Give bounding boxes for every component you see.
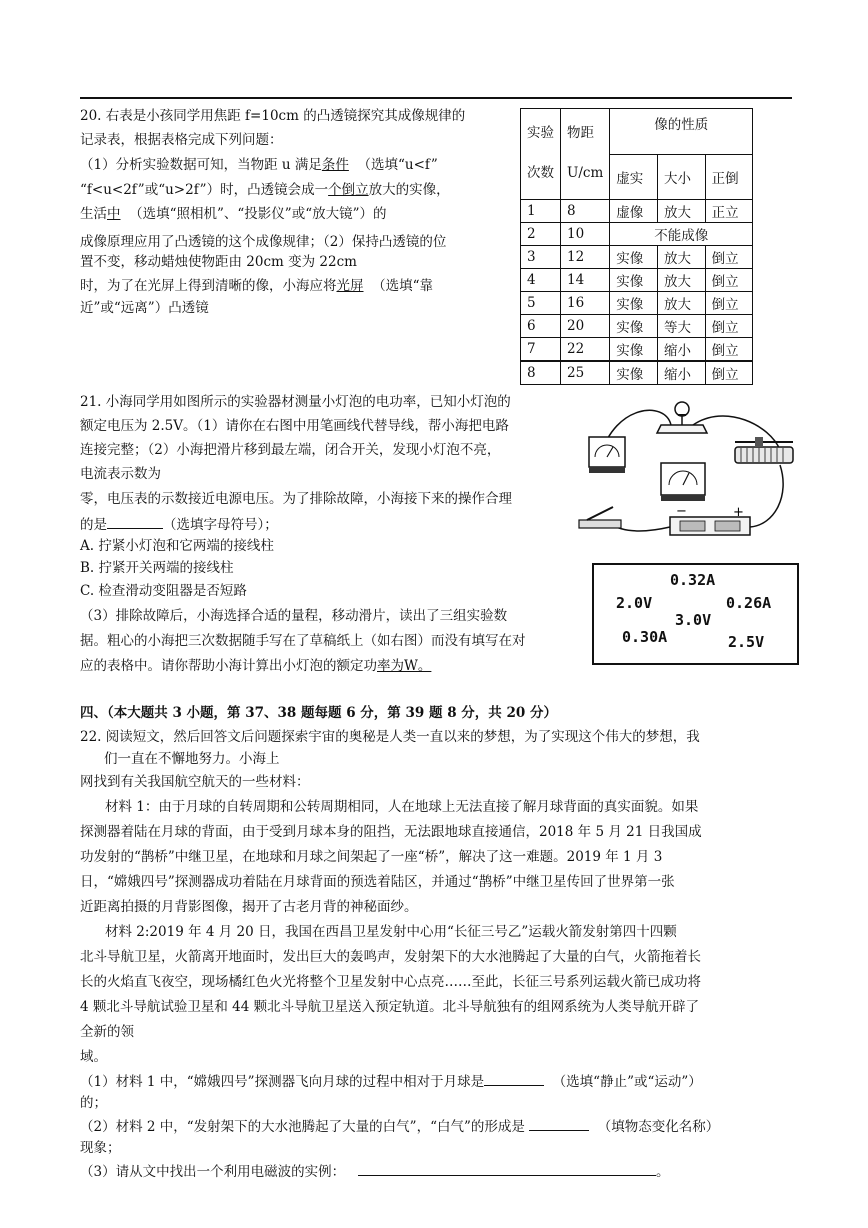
th-real-virtual: 虚实 bbox=[610, 154, 658, 200]
cell-u: 20 bbox=[561, 315, 610, 338]
ammeter-icon bbox=[661, 463, 705, 501]
q20-line-4 bbox=[80, 180, 450, 200]
q20-line-2: 记录表，根据表格完成下列问题： bbox=[80, 132, 283, 148]
q21-answer-blank-1[interactable] bbox=[107, 514, 163, 529]
draft-paper-box bbox=[592, 563, 799, 665]
q22-sub-2-end: 现象； bbox=[80, 1140, 121, 1156]
q21-line-1: 21. 小海同学用如图所示的实验器材测量小灯泡的电功率，已知小灯泡的 bbox=[80, 394, 511, 410]
q22-answer-blank-1[interactable] bbox=[484, 1071, 544, 1086]
cell-n: 5 bbox=[521, 292, 561, 315]
cell-orient: 倒立 bbox=[705, 361, 753, 385]
q20-l4-end: 放大的实像， bbox=[368, 182, 450, 198]
th-image-property: 像的性质 bbox=[610, 109, 753, 155]
th-unit: U/cm bbox=[567, 165, 604, 181]
cell-real: 实像 bbox=[610, 246, 658, 269]
material-1-line-5: 近距离拍摄的月背影图像，揭开了古老月背的神秘面纱。 bbox=[80, 899, 418, 915]
material-2-line-1: 材料 2:2019 年 4 月 20 日，我国在西昌卫星发射中心用“长征三号乙”运载火箭发射第四十四颗 bbox=[105, 924, 677, 940]
cell-n: 1 bbox=[521, 200, 561, 223]
material-2-line-5: 全新的领 bbox=[80, 1024, 134, 1040]
cell-real: 实像 bbox=[610, 292, 658, 315]
th-exp-count bbox=[521, 109, 561, 200]
q21-l6-hint: （选填字母符号）； bbox=[163, 517, 278, 533]
cell-size: 放大 bbox=[657, 269, 705, 292]
section-4-heading: 四、（本大题共 3 小题，第 37、38 题每题 6 分，第 39 题 8 分，共 20 分） bbox=[80, 705, 557, 721]
q22-sub-1-text: （1）材料 1 中，“嫦娥四号”探测器飞向月球的过程中相对于月球是 bbox=[80, 1074, 485, 1090]
q21-l6-text: 的是 bbox=[80, 517, 107, 533]
q20-l8-hint: （选填“靠 bbox=[372, 278, 433, 294]
material-2-line-4: 4 颗北斗导航试验卫星和 44 颗北斗导航卫星送入预定轨道。北斗导航独有的组网系统为人类导航开辟了 bbox=[80, 999, 700, 1015]
material-1-line-1: 材料 1：由于月球的自转周期和公转周期相同，人在地球上无法直接了解月球背面的真实面貌。如果 bbox=[105, 799, 699, 815]
table-row bbox=[521, 338, 753, 362]
q20-l5-text: 生活 bbox=[80, 206, 107, 222]
cell-real: 实像 bbox=[610, 315, 658, 338]
switch-icon bbox=[579, 507, 621, 528]
q22-sub-2-hint: （填物态变化名称） bbox=[597, 1119, 720, 1135]
material-2-line-3: 长的火焰直飞夜空，现场橘红色火光将整个卫星发射中心点亮……至此，长征三号系列运载火箭已成功将 bbox=[80, 974, 701, 990]
lens-record-table bbox=[520, 108, 753, 385]
cell-n: 7 bbox=[521, 338, 561, 362]
th-orientation: 正倒 bbox=[705, 154, 753, 200]
cell-size: 缩小 bbox=[657, 361, 705, 385]
material-2-line-2: 北斗导航卫星，火箭离开地面时，发出巨大的轰鸣声，发射架下的大水池腾起了大量的白气，火箭拖着长 bbox=[80, 949, 701, 965]
th-exp: 实验 bbox=[527, 125, 554, 141]
cell-n: 3 bbox=[521, 246, 561, 269]
cell-real: 实像 bbox=[610, 269, 658, 292]
q21-line-6 bbox=[80, 514, 278, 535]
cell-size: 等大 bbox=[657, 315, 705, 338]
cell-u: 25 bbox=[561, 361, 610, 385]
q20-answer-2: 个倒立 bbox=[328, 182, 369, 198]
draft-value: 0.32A bbox=[670, 571, 716, 589]
q21-line-7: （3）排除故障后，小海选择合适的量程，移动滑片，读出了三组实验数 bbox=[80, 608, 508, 624]
q20-l4-text: “f<u<2f”或“u>2f”）时，凸透镜会成一 bbox=[80, 182, 329, 198]
material-1-line-2: 探测器着陆在月球的背面，由于受到月球本身的阻挡，无法跟地球直接通信，2018 年 5 月 21 日我国成 bbox=[80, 824, 702, 840]
q21-line-5: 零，电压表的示数接近电源电压。为了排除故障，小海接下来的操作合理 bbox=[80, 491, 512, 507]
cell-u: 10 bbox=[561, 223, 610, 246]
cell-real: 虚像 bbox=[610, 200, 658, 223]
q20-answer-3: 中 bbox=[107, 206, 121, 222]
q22-answer-blank-2[interactable] bbox=[529, 1116, 589, 1131]
cell-n: 6 bbox=[521, 315, 561, 338]
cell-orient: 倒立 bbox=[705, 246, 753, 269]
q22-sub-2-text: （2）材料 2 中，“发射架下的大水池腾起了大量的白气”，“白气”的形成是 bbox=[80, 1119, 525, 1135]
draft-value: 2.5V bbox=[728, 633, 765, 651]
table-row bbox=[521, 246, 753, 269]
rheostat-icon bbox=[735, 437, 793, 463]
q22-sub-2 bbox=[80, 1116, 719, 1137]
cell-orient: 倒立 bbox=[705, 269, 753, 292]
table-row bbox=[521, 223, 753, 246]
th-distance bbox=[561, 109, 610, 200]
cell-n: 4 bbox=[521, 269, 561, 292]
q22-sub-1-hint: （选填“静止”或“运动”） bbox=[552, 1074, 702, 1090]
q21-option-a: A. 拧紧小灯泡和它两端的接线柱 bbox=[80, 538, 274, 554]
q21-line-4: 电流表示数为 bbox=[80, 466, 161, 482]
q20-answer-4: 光屏 bbox=[336, 278, 364, 294]
q21-l9-unit: W。 bbox=[404, 658, 432, 674]
q20-line-5 bbox=[80, 204, 387, 224]
cell-orient: 倒立 bbox=[705, 292, 753, 315]
cell-size: 放大 bbox=[657, 200, 705, 223]
cell-n: 2 bbox=[521, 223, 561, 246]
q20-line-9: 近”或“远离”）凸透镜 bbox=[80, 300, 209, 316]
cell-merged: 不能成像 bbox=[610, 223, 753, 246]
draft-value: 2.0V bbox=[616, 594, 653, 612]
q22-sub-3-end: 。 bbox=[655, 1164, 670, 1180]
q21-line-2: 额定电压为 2.5V。（1）请你在右图中用笔画线代替导线，帮小海把电路 bbox=[80, 418, 509, 434]
battery-minus-label: − bbox=[676, 504, 687, 519]
cell-u: 22 bbox=[561, 338, 610, 362]
voltmeter-icon bbox=[589, 437, 625, 473]
cell-size: 放大 bbox=[657, 246, 705, 269]
q20-line-3 bbox=[80, 155, 438, 175]
material-1-line-3: 功发射的“鹊桥”中继卫星，在地球和月球之间架起了一座“桥”，解决了这一难题。2019 年 1 月 3 bbox=[80, 849, 663, 865]
top-rule bbox=[80, 97, 792, 99]
cell-orient: 倒立 bbox=[705, 338, 753, 362]
th-dist: 物距 bbox=[567, 125, 594, 141]
q21-line-8: 据。粗心的小海把三次数据随手写在了草稿纸上（如右图）而没有填写在对 bbox=[80, 633, 526, 649]
table-row bbox=[521, 292, 753, 315]
cell-u: 14 bbox=[561, 269, 610, 292]
q20-line-6: 成像原理应用了凸透镜的这个成像规律；（2）保持凸透镜的位 bbox=[80, 234, 447, 250]
q20-l8-text: 时，为了在光屏上得到清晰的像，小海应将 bbox=[80, 278, 337, 294]
material-1-line-4: 日，“嫦娥四号”探测器成功着陆在月球背面的预选着陆区，并通过“鹊桥”中继卫星传回了世界第一张 bbox=[80, 874, 675, 890]
q21-line-3: 连接完整；（2）小海把滑片移到最左端，闭合开关，发现小灯泡不亮， bbox=[80, 442, 501, 458]
draft-value: 0.26A bbox=[726, 594, 772, 612]
material-2-line-6: 域。 bbox=[80, 1049, 107, 1065]
cell-size: 放大 bbox=[657, 292, 705, 315]
q20-l3-text: （1）分析实验数据可知，当物距 u 满足 bbox=[80, 157, 322, 173]
circuit-diagram bbox=[575, 395, 795, 545]
draft-value: 0.30A bbox=[622, 628, 668, 646]
th-num: 次数 bbox=[527, 165, 554, 181]
battery-plus-label: + bbox=[733, 505, 744, 520]
cell-real: 实像 bbox=[610, 361, 658, 385]
cell-real: 实像 bbox=[610, 338, 658, 362]
q22-sub-3-text: （3）请从文中找出一个利用电磁波的实例： bbox=[80, 1164, 346, 1180]
table-row bbox=[521, 269, 753, 292]
q22-line-2: 们一直在不懈地努力。小海上 bbox=[104, 751, 280, 767]
q20-line-7: 置不变，移动蜡烛使物距由 20cm 变为 22cm bbox=[80, 254, 357, 270]
cell-n: 8 bbox=[521, 361, 561, 385]
table-row bbox=[521, 361, 753, 385]
q20-line-1: 20. 右表是小孩同学用焦距 f=10cm 的凸透镜探究其成像规律的 bbox=[80, 108, 466, 124]
table-row bbox=[521, 315, 753, 338]
q21-answer-2: 率为 bbox=[377, 658, 404, 674]
q20-line-8 bbox=[80, 276, 433, 296]
cell-size: 缩小 bbox=[657, 338, 705, 362]
cell-orient: 倒立 bbox=[705, 315, 753, 338]
q22-sub-3 bbox=[80, 1161, 669, 1182]
draft-value: 3.0V bbox=[675, 611, 712, 629]
cell-orient: 正立 bbox=[705, 200, 753, 223]
q21-option-c: C. 检查滑动变阻器是否短路 bbox=[80, 583, 247, 599]
q20-l3-hint: （选填“u<f” bbox=[357, 157, 438, 173]
q20-l5-hint: （选填“照相机”、“投影仪”或“放大镜”）的 bbox=[129, 206, 387, 222]
q22-sub-1-end: 的； bbox=[80, 1095, 107, 1111]
q21-l9-text: 应的表格中。请你帮助小海计算出小灯泡的额定功 bbox=[80, 658, 377, 674]
lightbulb-icon bbox=[657, 402, 707, 433]
q22-sub-1 bbox=[80, 1071, 702, 1092]
table-row bbox=[521, 200, 753, 223]
cell-u: 16 bbox=[561, 292, 610, 315]
q22-line-1: 22. 阅读短文，然后回答文后问题探索宇宙的奥秘是人类一直以来的梦想，为了实现这个伟大的梦想，我 bbox=[80, 729, 700, 745]
cell-u: 8 bbox=[561, 200, 610, 223]
q22-answer-blank-3[interactable] bbox=[358, 1161, 656, 1176]
q22-line-3: 网找到有关我国航空航天的一些材料： bbox=[80, 774, 310, 790]
cell-u: 12 bbox=[561, 246, 610, 269]
th-size: 大小 bbox=[657, 154, 705, 200]
q21-line-9 bbox=[80, 656, 431, 676]
q20-answer-1: 条件 bbox=[321, 157, 349, 173]
q21-option-b: B. 拧紧开关两端的接线柱 bbox=[80, 560, 234, 576]
